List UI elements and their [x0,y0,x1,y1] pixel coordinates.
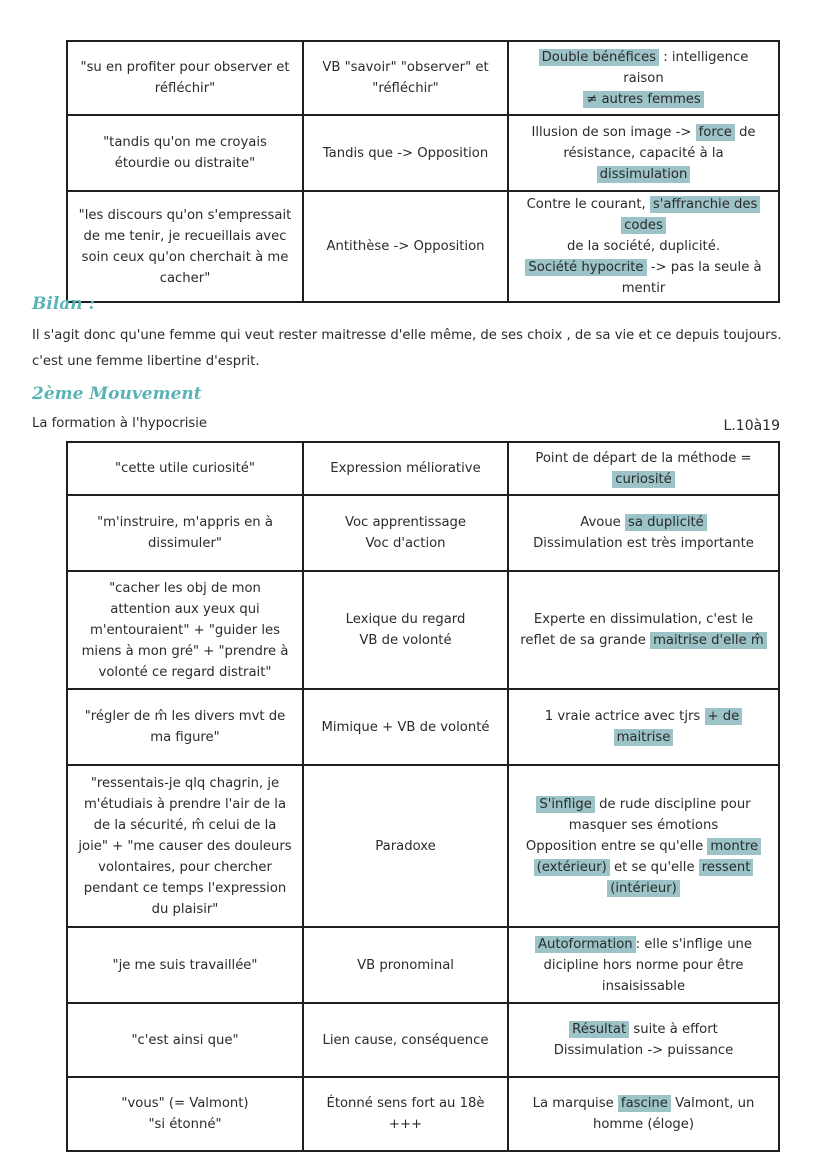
interpretation-cell: Contre le courant, s'affranchie des codes de la société, duplicité. Société hypocrite -> pas la seule à mentir [508,191,779,302]
table-row [67,571,779,689]
highlight: Résultat [569,1021,629,1038]
quote-cell: "cacher les obj de mon attention aux yeux qui m'entouraient" + "guider les miens à mon gré" + "prendre à volonté ce regard distrait" [67,571,303,689]
interpretation-cell: Avoue sa duplicité Dissimulation est très importante [508,495,779,571]
procede-cell: Mimique + VB de volonté [303,689,508,765]
highlight: s'affranchie des codes [621,196,760,234]
highlight: fascine [618,1095,671,1112]
section-heading: 2ème Mouvement [32,384,202,404]
highlight: Double bénéfices [539,49,659,66]
bilan-heading: Bilan : [32,294,95,314]
procede-cell: Expression méliorative [303,442,508,495]
quote-cell: "les discours qu'on s'empressait de me tenir, je recueillais avec soin ceux qu'on cherchait à me cacher" [67,191,303,302]
highlight: Autoformation [535,936,636,953]
procede-cell: VB pronominal [303,927,508,1003]
analysis-table-2 [66,441,780,1152]
interpretation-cell: Experte en dissimulation, c'est le reflet de sa grande maitrise d'elle m̂ [508,571,779,689]
interpretation-cell: 1 vraie actrice avec tjrs + de maitrise [508,689,779,765]
procede-cell: Tandis que -> Opposition [303,115,508,191]
table-row [67,765,779,927]
interpretation-cell: Point de départ de la méthode = curiosité [508,442,779,495]
interpretation-cell: Illusion de son image -> force de résistance, capacité à la dissimulation [508,115,779,191]
bilan-paragraph: Il s'agit donc qu'une femme qui veut rester maitresse d'elle même, de ses choix , de sa vie et ce depuis toujours. c'est une femme libertine d'esprit. [32,328,782,369]
highlight: ressent (intérieur) [607,859,753,897]
highlight: sa duplicité [625,514,707,531]
procede-cell: Antithèse -> Opposition [303,191,508,302]
highlight: Société hypocrite [525,259,646,276]
table-row [67,927,779,1003]
interpretation-cell: Résultat suite à effort Dissimulation -> puissance [508,1003,779,1077]
quote-cell: "vous" (= Valmont) "si étonné" [67,1077,303,1151]
table-row [67,41,779,115]
interpretation-cell: Double bénéfices : intelligence raison ≠ autres femmes [508,41,779,115]
procede-cell: Paradoxe [303,765,508,927]
quote-cell: "m'instruire, m'appris en à dissimuler" [67,495,303,571]
highlight: force [696,124,735,141]
highlight: montre (extérieur) [534,838,762,876]
quote-cell: "je me suis travaillée" [67,927,303,1003]
highlight: curiosité [612,471,675,488]
quote-cell: "régler de m̂ les divers mvt de ma figure" [67,689,303,765]
table-row [67,495,779,571]
quote-cell: "cette utile curiosité" [67,442,303,495]
procede-cell: Voc apprentissage Voc d'action [303,495,508,571]
quote-cell: "su en profiter pour observer et réfléchir" [67,41,303,115]
table-row [67,191,779,302]
table-row [67,1003,779,1077]
table-row [67,689,779,765]
procede-cell: Lexique du regard VB de volonté [303,571,508,689]
quote-cell: "ressentais-je qlq chagrin, je m'étudiais à prendre l'air de la de la sécurité, m̂ celui de la joie" + "me causer des douleurs volontaires, pour chercher pendant ce temps l'expression du plaisir" [67,765,303,927]
interpretation-cell: Autoformation : elle s'inflige une dicipline hors norme pour être insaisissable [508,927,779,1003]
highlight: maitrise d'elle m̂ [650,632,767,649]
procede-cell: VB "savoir" "observer" et "réfléchir" [303,41,508,115]
analysis-table-1 [66,40,780,303]
quote-cell: "c'est ainsi que" [67,1003,303,1077]
table-row [67,442,779,495]
highlight: + de maitrise [614,708,743,746]
table-row [67,115,779,191]
interpretation-cell: La marquise fascine Valmont, un homme (éloge) [508,1077,779,1151]
quote-cell: "tandis qu'on me croyais étourdie ou distraite" [67,115,303,191]
highlight: dissimulation [597,166,691,183]
procede-cell: Étonné sens fort au 18è +++ [303,1077,508,1151]
highlight: ≠ autres femmes [583,91,704,108]
highlight: S'inflige [536,796,594,813]
procede-cell: Lien cause, conséquence [303,1003,508,1077]
section-subtitle: La formation à l'hypocrisie [32,416,208,431]
table-row [67,1077,779,1151]
interpretation-cell: S'inflige de rude discipline pour masquer ses émotions Opposition entre se qu'elle montre (extérieur) et se qu'elle ressent (intérieur) [508,765,779,927]
line-reference: L.10à19 [723,418,780,434]
